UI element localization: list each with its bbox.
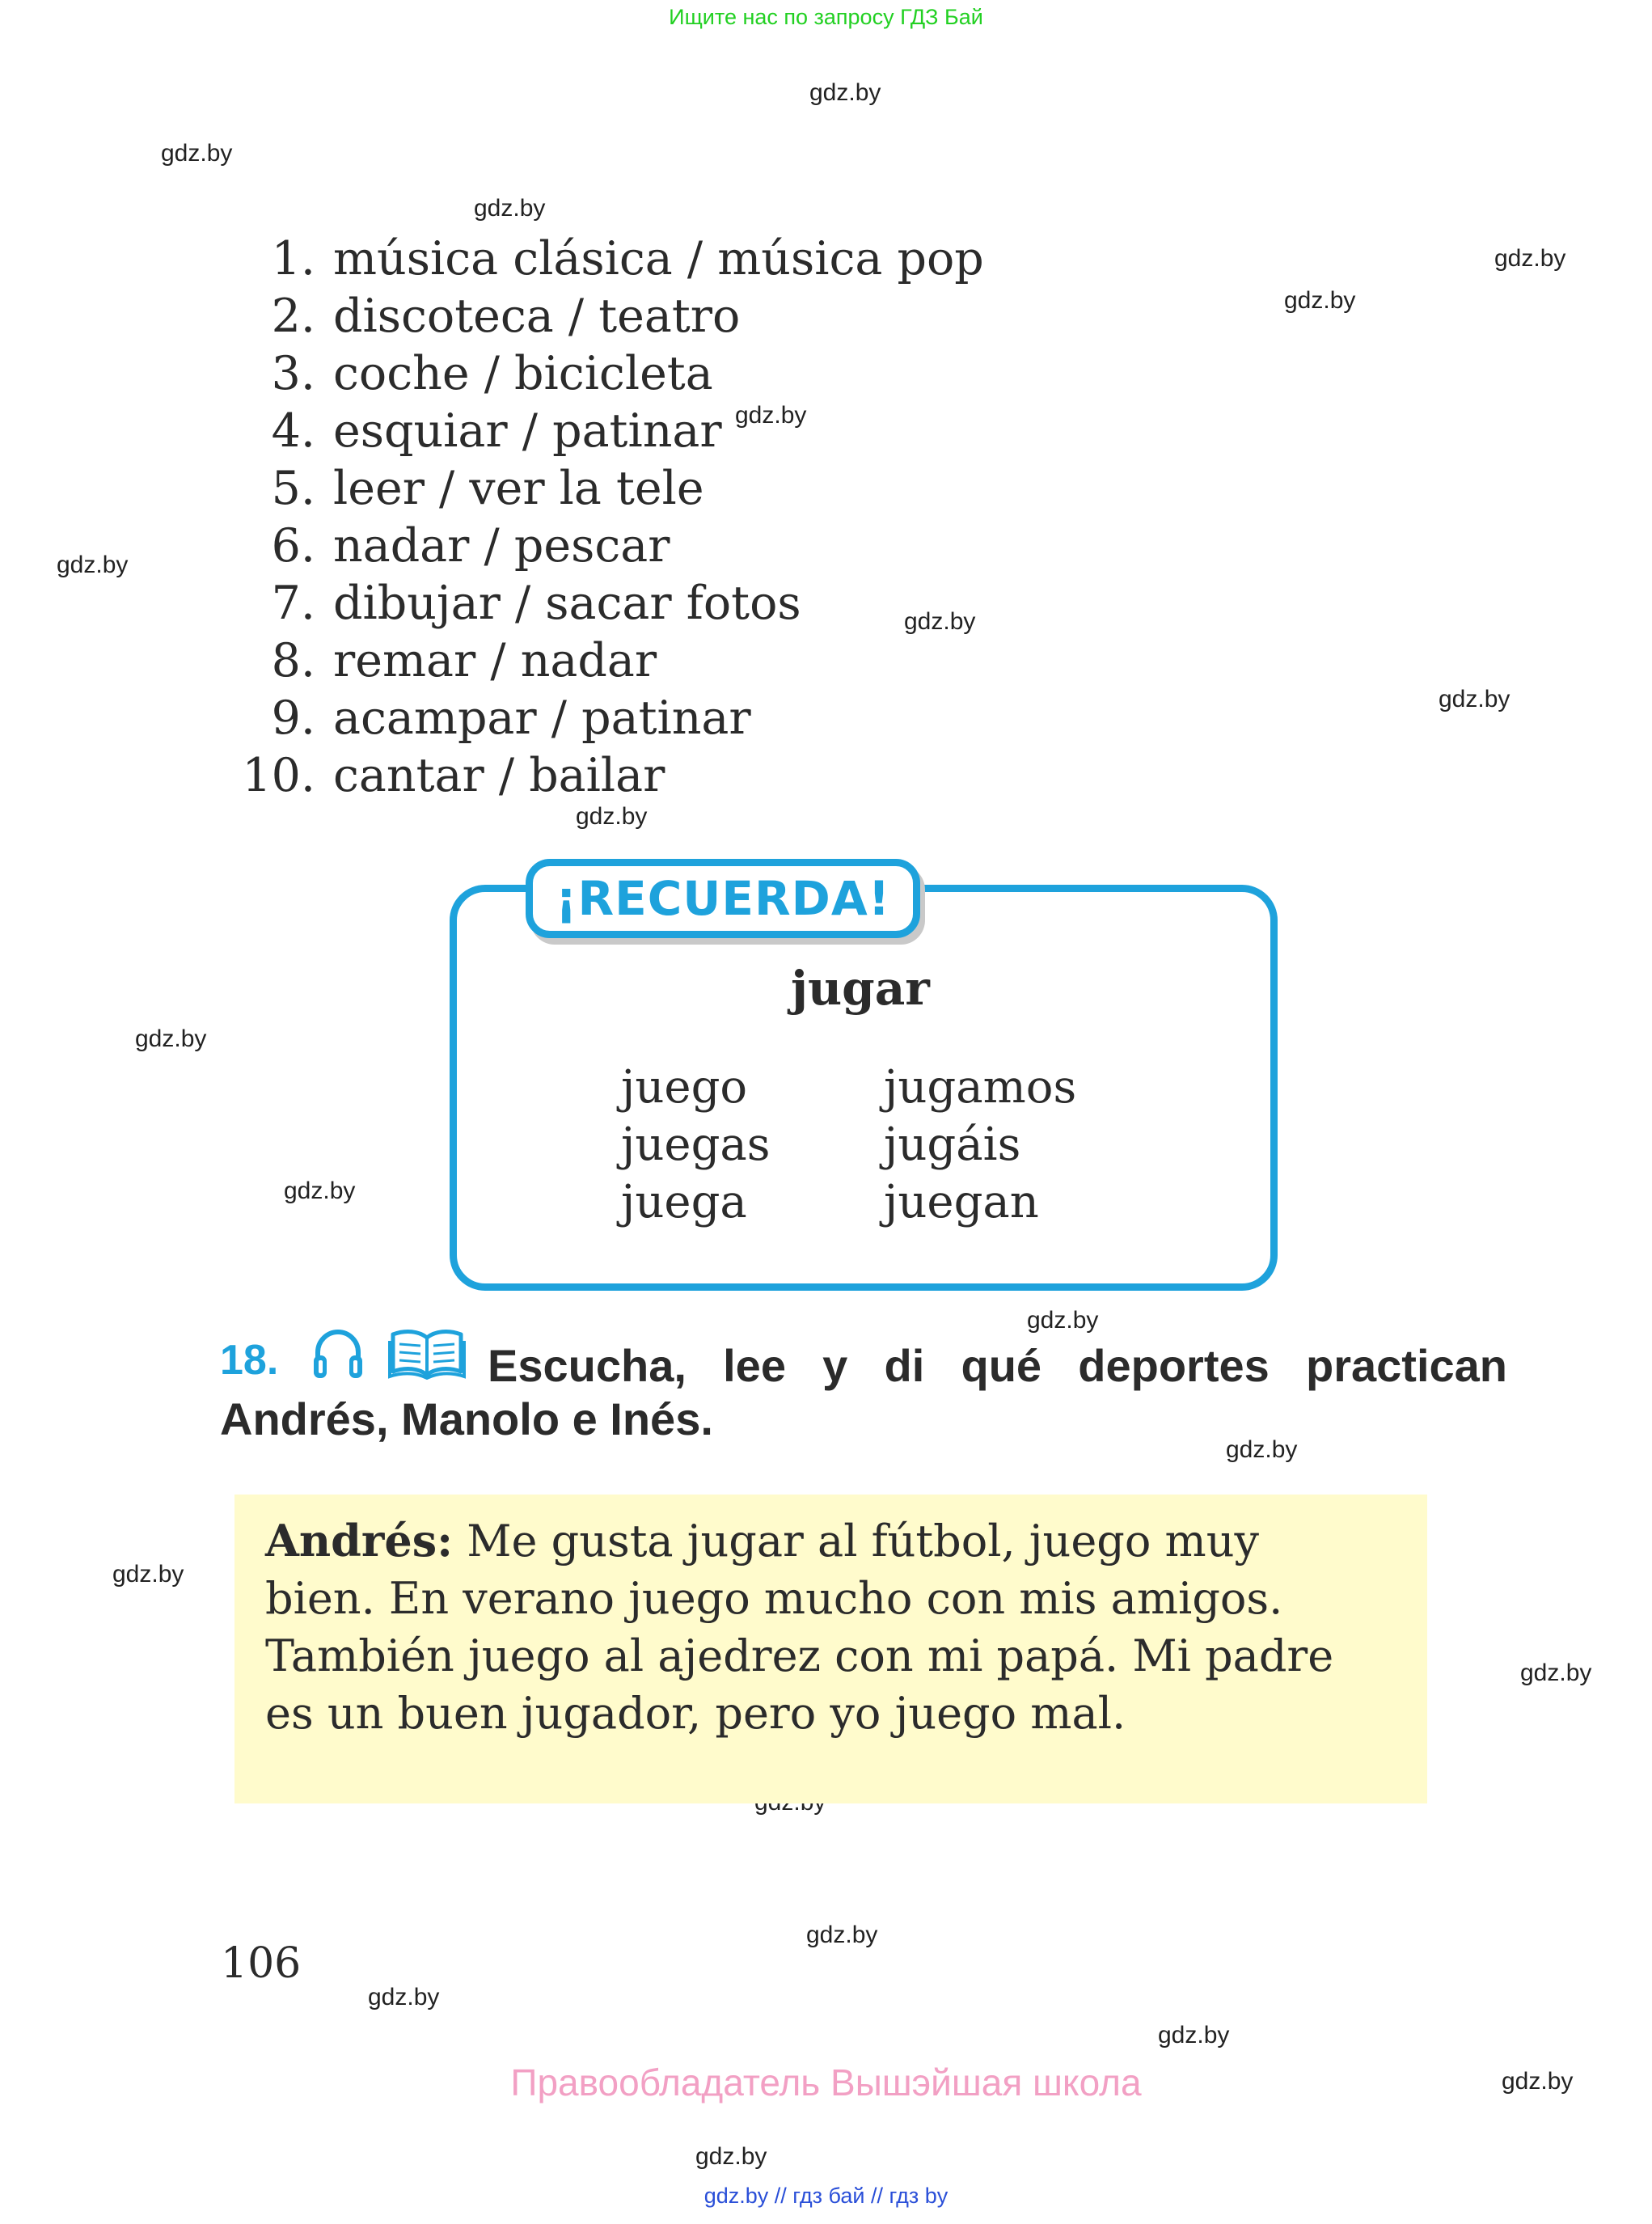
conjugation-singular-1: juego xyxy=(621,1061,748,1114)
watermark: gdz.by xyxy=(735,402,807,429)
watermark: gdz.by xyxy=(1502,2068,1574,2095)
reading-passage xyxy=(234,1495,1427,1803)
item-text: acampar / patinar xyxy=(333,691,751,745)
item-number: 5. xyxy=(271,462,315,515)
watermark: gdz.by xyxy=(112,1561,184,1588)
exercise-instruction-line-1: Escucha, lee y di qué deportes practican xyxy=(488,1340,1507,1391)
passage-line: es un buen jugador, pero yo juego mal. xyxy=(265,1688,1126,1739)
watermark: gdz.by xyxy=(806,1922,878,1948)
headphones-icon xyxy=(311,1325,365,1381)
list-item xyxy=(218,575,984,632)
item-text: esquiar / patinar xyxy=(333,404,722,458)
item-text: nadar / pescar xyxy=(333,519,670,573)
list-item xyxy=(218,230,984,288)
recuerda-box xyxy=(450,885,1278,1291)
item-text: dibujar / sacar fotos xyxy=(333,577,801,630)
item-number: 10. xyxy=(242,749,315,802)
watermark: gdz.by xyxy=(1284,287,1356,314)
watermark: gdz.by xyxy=(809,79,881,106)
watermark: gdz.by xyxy=(1520,1660,1592,1686)
conjugation-plural-1: jugamos xyxy=(884,1061,1077,1114)
exercise-number: 18. xyxy=(220,1337,279,1384)
list-item xyxy=(218,403,984,460)
passage-text: Me gusta jugar al fútbol, juego muy xyxy=(467,1516,1260,1567)
item-number: 2. xyxy=(271,290,315,343)
item-text: discoteca / teatro xyxy=(333,290,741,343)
conjugation-plural-3: juegan xyxy=(884,1176,1039,1228)
watermark: gdz.by xyxy=(474,195,546,222)
item-text: coche / bicicleta xyxy=(333,347,713,400)
recuerda-title: ¡RECUERDA! xyxy=(526,859,920,938)
exercise-instruction-line-2: Andrés, Manolo e Inés. xyxy=(220,1393,713,1444)
watermark: gdz.by xyxy=(1027,1307,1099,1334)
watermark: gdz.by xyxy=(284,1178,356,1204)
passage-line: bien. En verano juego mucho con mis amigos. xyxy=(265,1573,1283,1624)
list-item xyxy=(218,345,984,403)
open-book-icon xyxy=(388,1326,466,1380)
conjugation-singular-3: juega xyxy=(621,1176,747,1228)
verb-infinitive: jugar xyxy=(791,961,930,1016)
speaker-name: Andrés: xyxy=(265,1515,454,1567)
page-number: 106 xyxy=(221,1939,302,1988)
watermark: gdz.by xyxy=(1494,245,1566,272)
watermark: gdz.by xyxy=(904,608,976,635)
watermark: gdz.by xyxy=(576,803,648,830)
watermark: gdz.by xyxy=(135,1025,207,1052)
item-number: 6. xyxy=(271,519,315,573)
conjugation-plural-2: jugáis xyxy=(884,1118,1021,1171)
item-text: música clásica / música pop xyxy=(333,232,984,285)
passage-line: También juego al ajedrez con mi papá. Mi padre xyxy=(265,1630,1334,1681)
watermark: gdz.by xyxy=(57,552,129,578)
item-number: 9. xyxy=(271,691,315,745)
copyright-holder: Правообладатель Вышэйшая школа xyxy=(510,2061,1142,2103)
watermark: gdz.by xyxy=(1158,2022,1230,2049)
watermark: gdz.by xyxy=(695,2143,767,2170)
footer-links[interactable]: gdz.by // гдз бай // гдз by xyxy=(703,2184,949,2208)
list-item xyxy=(218,632,984,690)
activity-pairs-list xyxy=(218,230,984,805)
item-text: cantar / bailar xyxy=(333,749,665,802)
top-search-hint[interactable]: Ищите нас по запросу ГДЗ Бай xyxy=(669,5,983,29)
conjugation-singular-2: juegas xyxy=(621,1118,771,1171)
list-item xyxy=(218,690,984,747)
item-text: remar / nadar xyxy=(333,634,657,687)
watermark: gdz.by xyxy=(1226,1436,1298,1463)
item-text: leer / ver la tele xyxy=(333,462,704,515)
item-number: 4. xyxy=(271,404,315,458)
list-item xyxy=(218,460,984,518)
list-item xyxy=(218,747,984,805)
passage-line xyxy=(265,1512,1398,1570)
watermark: gdz.by xyxy=(1439,686,1510,712)
item-number: 8. xyxy=(271,634,315,687)
watermark: gdz.by xyxy=(161,140,233,167)
list-item xyxy=(218,288,984,345)
item-number: 1. xyxy=(271,232,315,285)
item-number: 3. xyxy=(271,347,315,400)
item-number: 7. xyxy=(271,577,315,630)
list-item xyxy=(218,518,984,575)
watermark: gdz.by xyxy=(368,1984,440,2010)
